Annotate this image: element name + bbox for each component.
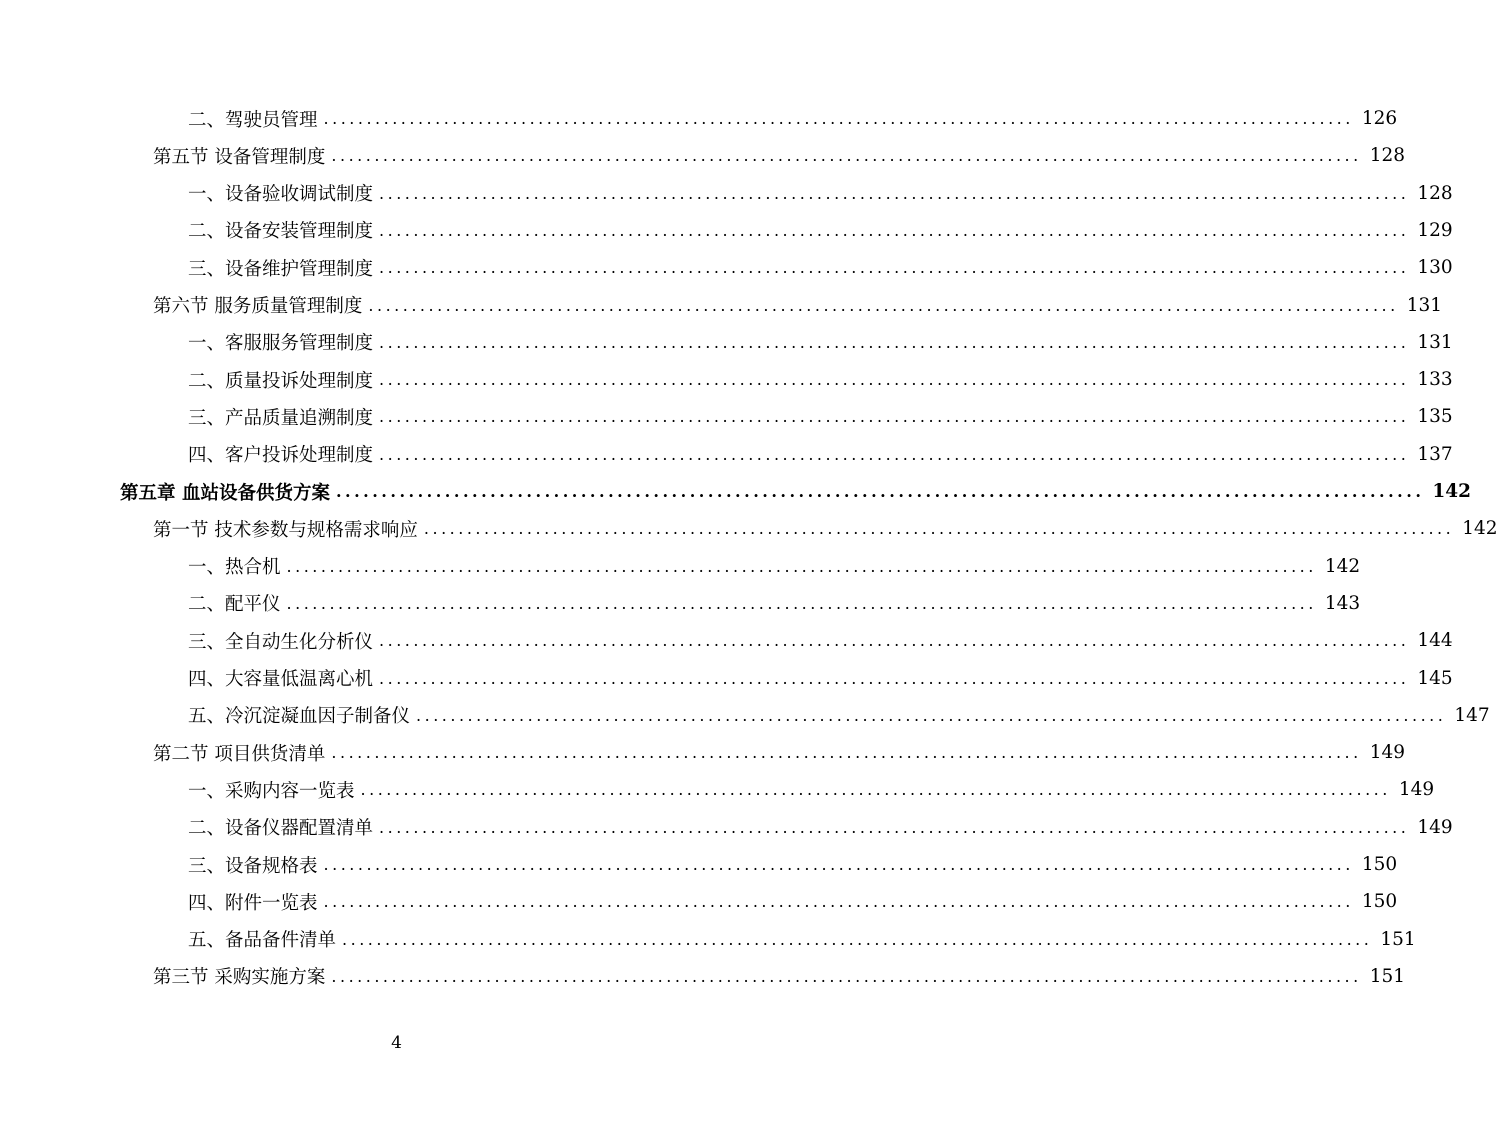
toc-entry-page: 145 (1417, 667, 1453, 689)
toc-leader-dots: ........................................................................................................................ (323, 109, 1354, 128)
toc-leader-dots: ........................................................................................................................ (379, 631, 1410, 651)
toc-entry-label: 二、设备仪器配置清单 (188, 818, 374, 840)
toc-entry[interactable] (0, 137, 1406, 174)
toc-entry[interactable] (0, 809, 1453, 846)
toc-entry-page: 142 (1324, 555, 1361, 577)
toc-entry[interactable] (0, 473, 1472, 510)
toc-entry-label: 三、设备维护管理制度 (188, 258, 374, 280)
toc-leader-dots: ........................................................................................................................ (379, 258, 1410, 278)
page-number: 4 (391, 1033, 402, 1053)
toc-entry-page: 150 (1361, 891, 1398, 913)
toc-entry-label: 三、全自动生化分析仪 (188, 631, 374, 653)
toc-entry-label: 四、大容量低温离心机 (188, 669, 374, 690)
toc-entry[interactable] (0, 100, 1398, 137)
toc-entry-label: 第五章 血站设备供货方案 (120, 482, 330, 504)
toc-entry-label: 第五节 设备管理制度 (153, 146, 326, 168)
toc-entry-label: 一、热合机 (188, 557, 281, 579)
toc-entry-page: 143 (1324, 592, 1361, 614)
toc-entry-label: 三、设备规格表 (188, 855, 318, 877)
toc-entry-page: 130 (1417, 257, 1453, 279)
toc-entry-label: 一、采购内容一览表 (188, 780, 355, 802)
toc-entry[interactable] (0, 958, 1406, 995)
toc-entry[interactable] (0, 734, 1406, 771)
toc-leader-dots: ........................................................................................................................ (379, 370, 1410, 390)
toc-entry-label: 二、质量投诉处理制度 (188, 370, 374, 392)
toc-entry-label: 五、备品备件清单 (188, 930, 337, 952)
toc-leader-dots: ........................................................................................................................ (331, 966, 1362, 986)
toc-entry-page: 131 (1417, 331, 1453, 353)
toc-leader-dots: ........................................................................................................................ (286, 556, 1317, 576)
toc-entry[interactable] (0, 361, 1453, 398)
toc-entry-label: 二、设备安装管理制度 (188, 221, 374, 243)
toc-entry-label: 四、附件一览表 (188, 892, 318, 914)
toc-entry[interactable] (0, 287, 1443, 324)
toc-entry-page: 144 (1417, 630, 1453, 652)
toc-leader-dots: ........................................................................................................................ (379, 332, 1410, 352)
toc-entry-page: 133 (1417, 369, 1453, 391)
toc-entry[interactable] (0, 846, 1398, 883)
toc-entry[interactable] (0, 548, 1361, 585)
toc-entry-page: 128 (1369, 145, 1406, 167)
toc-entry-label: 二、驾驶员管理 (188, 109, 318, 131)
toc-leader-dots: ........................................................................................................................ (331, 743, 1362, 763)
toc-entry[interactable] (0, 249, 1453, 286)
toc-entry[interactable] (0, 921, 1416, 958)
toc-entry-page: 131 (1406, 294, 1443, 316)
toc-entry-label: 第二节 项目供货清单 (153, 743, 326, 765)
toc-leader-dots: ........................................................................................................................ (335, 482, 1425, 501)
toc-entry-label: 一、设备验收调试制度 (188, 184, 374, 206)
toc-entry-label: 第三节 采购实施方案 (153, 967, 326, 989)
toc-entry-label: 三、产品质量追溯制度 (188, 407, 374, 429)
toc-entry[interactable] (0, 175, 1453, 212)
toc-leader-dots: ........................................................................................................................ (379, 220, 1410, 240)
toc-entry-page: 151 (1380, 928, 1416, 950)
toc-leader-dots: ........................................................................................................................ (323, 855, 1354, 874)
toc-entry-page: 142 (1462, 518, 1498, 540)
toc-leader-dots: ........................................................................................................................ (342, 929, 1373, 949)
toc-entry-page: 149 (1369, 742, 1406, 764)
toc-entry-page: 149 (1398, 779, 1435, 801)
toc-entry-label: 四、客户投诉处理制度 (188, 445, 374, 467)
toc-entry[interactable] (0, 324, 1453, 361)
toc-leader-dots: ........................................................................................................................ (379, 407, 1410, 427)
toc-leader-dots: ........................................................................................................................ (331, 146, 1362, 166)
toc-leader-dots: ........................................................................................................................ (368, 295, 1399, 315)
toc-entry-page: 126 (1361, 108, 1398, 129)
toc-entry[interactable] (0, 212, 1453, 249)
toc-entry-page: 129 (1417, 219, 1453, 241)
toc-leader-dots: ........................................................................................................................ (416, 705, 1447, 725)
toc-entry-label: 一、客服服务管理制度 (188, 333, 374, 355)
toc-entry-label: 二、配平仪 (188, 594, 281, 616)
toc-entry-page: 142 (1432, 481, 1472, 502)
toc-leader-dots: ........................................................................................................................ (379, 444, 1410, 464)
toc-entry-page: 150 (1361, 854, 1398, 875)
toc-entry-page: 151 (1369, 965, 1406, 987)
toc-entry-label: 五、冷沉淀凝血因子制备仪 (188, 706, 411, 728)
toc-entry-page: 137 (1417, 443, 1453, 465)
toc-entry[interactable] (0, 883, 1398, 920)
toc-leader-dots: ........................................................................................................................ (286, 593, 1317, 613)
toc-entry-page: 149 (1417, 816, 1453, 838)
toc-entry[interactable] (0, 660, 1453, 697)
toc-leader-dots: ........................................................................................................................ (423, 519, 1455, 539)
toc-entry-label: 第一节 技术参数与规格需求响应 (153, 519, 418, 541)
toc-entry[interactable] (0, 398, 1453, 435)
toc-entry-page: 135 (1417, 406, 1453, 428)
toc-entry[interactable] (0, 510, 1498, 547)
toc-entry[interactable] (0, 436, 1453, 473)
toc-entry-page: 147 (1454, 704, 1490, 726)
toc-leader-dots: ........................................................................................................................ (379, 668, 1410, 688)
toc-leader-dots: ........................................................................................................................ (323, 892, 1354, 912)
toc-entry[interactable] (0, 697, 1490, 734)
toc-entry[interactable] (0, 771, 1435, 808)
toc-leader-dots: ........................................................................................................................ (379, 817, 1410, 837)
toc-entry[interactable] (0, 622, 1453, 659)
toc-leader-dots: ........................................................................................................................ (360, 780, 1391, 800)
toc-entry[interactable] (0, 585, 1361, 622)
toc-entry-label: 第六节 服务质量管理制度 (153, 296, 363, 317)
toc-leader-dots: ........................................................................................................................ (379, 183, 1410, 203)
toc-entry-page: 128 (1417, 182, 1453, 204)
